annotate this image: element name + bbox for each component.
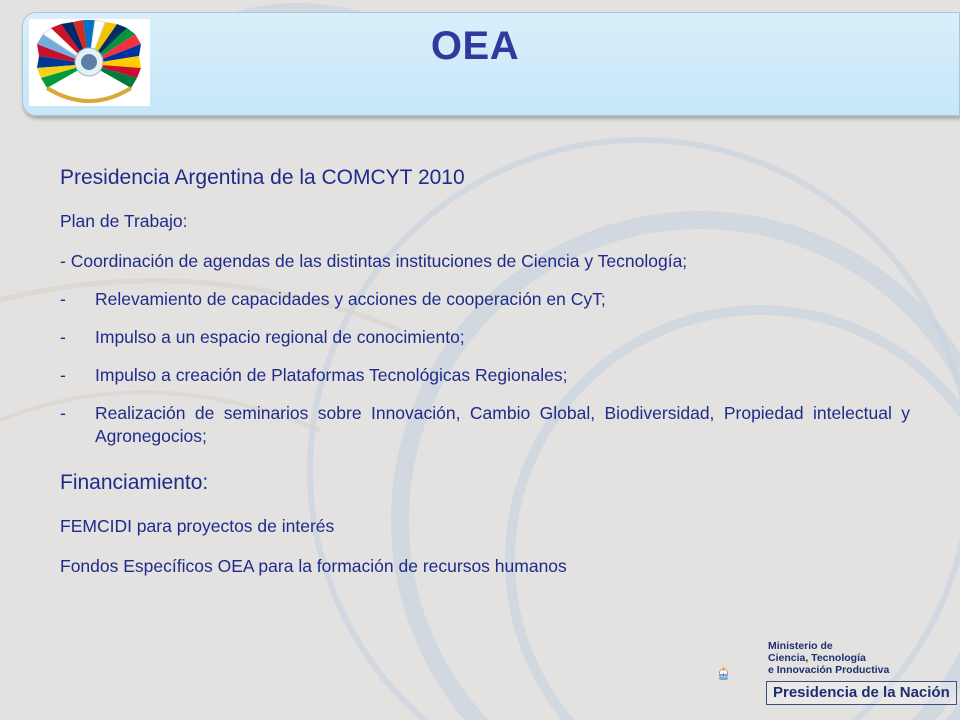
page-title: OEA: [430, 24, 520, 68]
presidencia-label: Presidencia de la Nación: [766, 681, 957, 705]
financing-heading: Financiamiento:: [60, 471, 209, 494]
ministry-name: [768, 640, 889, 676]
section-heading: Presidencia Argentina de la COMCYT 2010: [60, 166, 465, 189]
ministry-line: Ciencia, Tecnología: [768, 652, 866, 664]
list-dash: -: [60, 289, 66, 309]
list-item-text: Realización de seminarios sobre Innovación, Cambio Global, Biodiversidad, Propiedad intelectual y Agronegocios;: [95, 403, 910, 446]
list-item: [60, 402, 910, 448]
ministry-line: Ministerio de: [768, 640, 833, 652]
list-dash: -: [60, 365, 66, 385]
list-dash: -: [60, 403, 66, 423]
ministry-line: e Innovación Productiva: [768, 664, 890, 676]
list-dash: -: [60, 327, 66, 347]
list-item-text: Impulso a un espacio regional de conocimiento;: [95, 327, 465, 347]
list-item: [60, 326, 910, 349]
financing-line: Fondos Específicos OEA para la formación de recursos humanos: [60, 556, 567, 576]
list-item: [60, 288, 910, 311]
list-item: [60, 364, 910, 387]
list-item-text: Impulso a creación de Plataformas Tecnológicas Regionales;: [95, 365, 568, 385]
list-item-text: Relevamiento de capacidades y acciones de cooperación en CyT;: [95, 289, 606, 309]
slide-content: [60, 165, 910, 595]
plan-label: Plan de Trabajo:: [60, 211, 188, 231]
list-item-text: Coordinación de agendas de las distintas instituciones de Ciencia y Tecnología;: [70, 251, 688, 271]
list-dash: -: [60, 251, 66, 271]
financing-line: FEMCIDI para proyectos de interés: [60, 516, 335, 536]
list-item: [60, 250, 910, 273]
argentina-coat-of-arms-icon: [718, 640, 768, 710]
